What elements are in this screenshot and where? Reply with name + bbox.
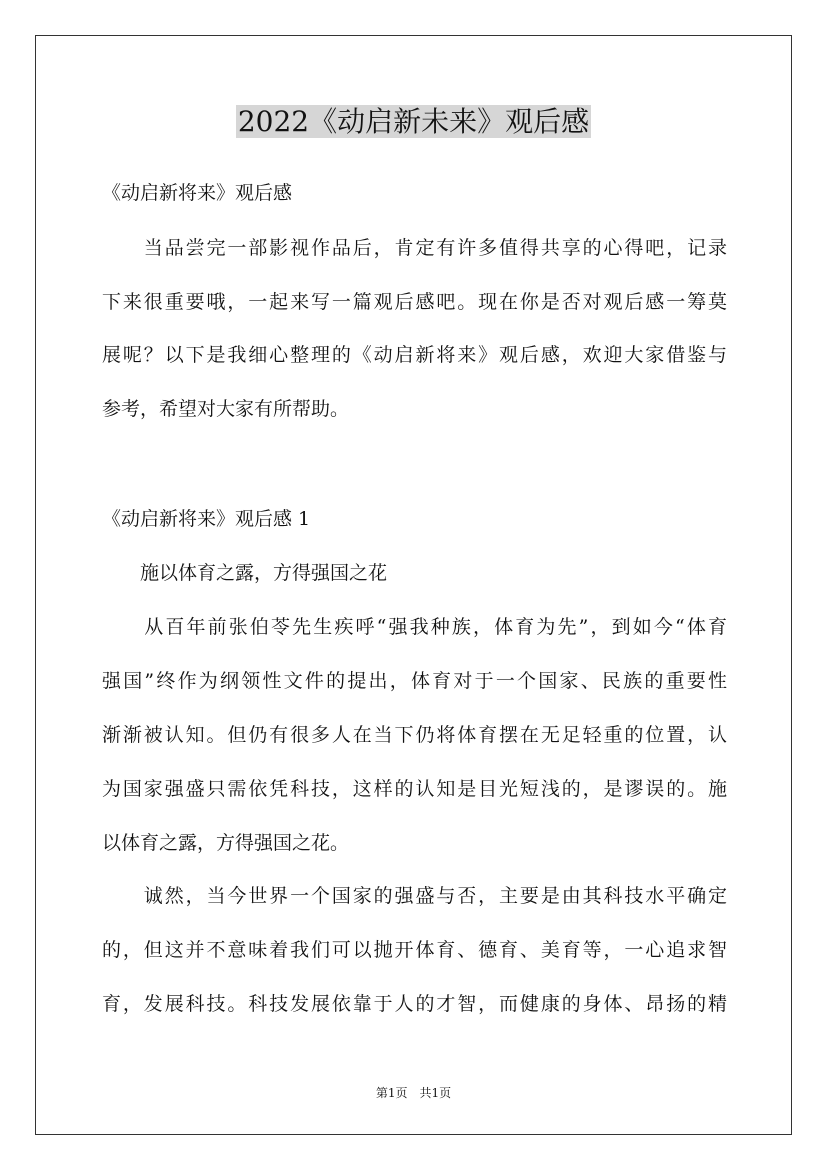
paragraph-line: 诚然，当今世界一个国家的强盛与否，主要是由其科技水平确定 xyxy=(102,885,727,907)
intro-line: 下来很重要哦，一起来写一篇观后感吧。现在你是否对观后感一筹莫 xyxy=(102,291,727,313)
section-subheading: 施以体育之露，方得强国之花 xyxy=(102,562,388,584)
document-title-text: 2022《动启新未来》观后感 xyxy=(237,105,590,138)
intro-line: 参考，希望对大家有所帮助。 xyxy=(102,398,350,420)
paragraph-line: 以体育之露，方得强国之花。 xyxy=(102,832,350,854)
paragraph-line: 为国家强盛只需依凭科技，这样的认知是目光短浅的，是谬误的。施 xyxy=(102,778,727,800)
intro-line: 展呢？以下是我细心整理的《动启新将来》观后感，欢迎大家借鉴与 xyxy=(102,344,727,366)
paragraph-line: 从百年前张伯苓先生疾呼“强我种族，体育为先”，到如今“体育 xyxy=(102,616,727,638)
intro-line: 当品尝完一部影视作品后，肯定有许多值得共享的心得吧，记录 xyxy=(102,237,727,259)
section-heading: 《动启新将来》观后感 1 xyxy=(102,508,311,530)
paragraph-line: 的，但这并不意味着我们可以抛开体育、德育、美育等，一心追求智 xyxy=(102,939,727,961)
paragraph-line: 渐渐被认知。但仍有很多人在当下仍将体育摆在无足轻重的位置，认 xyxy=(102,724,727,746)
paragraph-line: 强国”终作为纲领性文件的提出，体育对于一个国家、民族的重要性 xyxy=(102,670,727,692)
document-title xyxy=(0,100,827,144)
paragraph-line: 育，发展科技。科技发展依靠于人的才智，而健康的身体、昂扬的精 xyxy=(102,993,727,1015)
document-subtitle: 《动启新将来》观后感 xyxy=(102,182,293,204)
page-footer: 第1页 共1页 xyxy=(375,1086,452,1100)
